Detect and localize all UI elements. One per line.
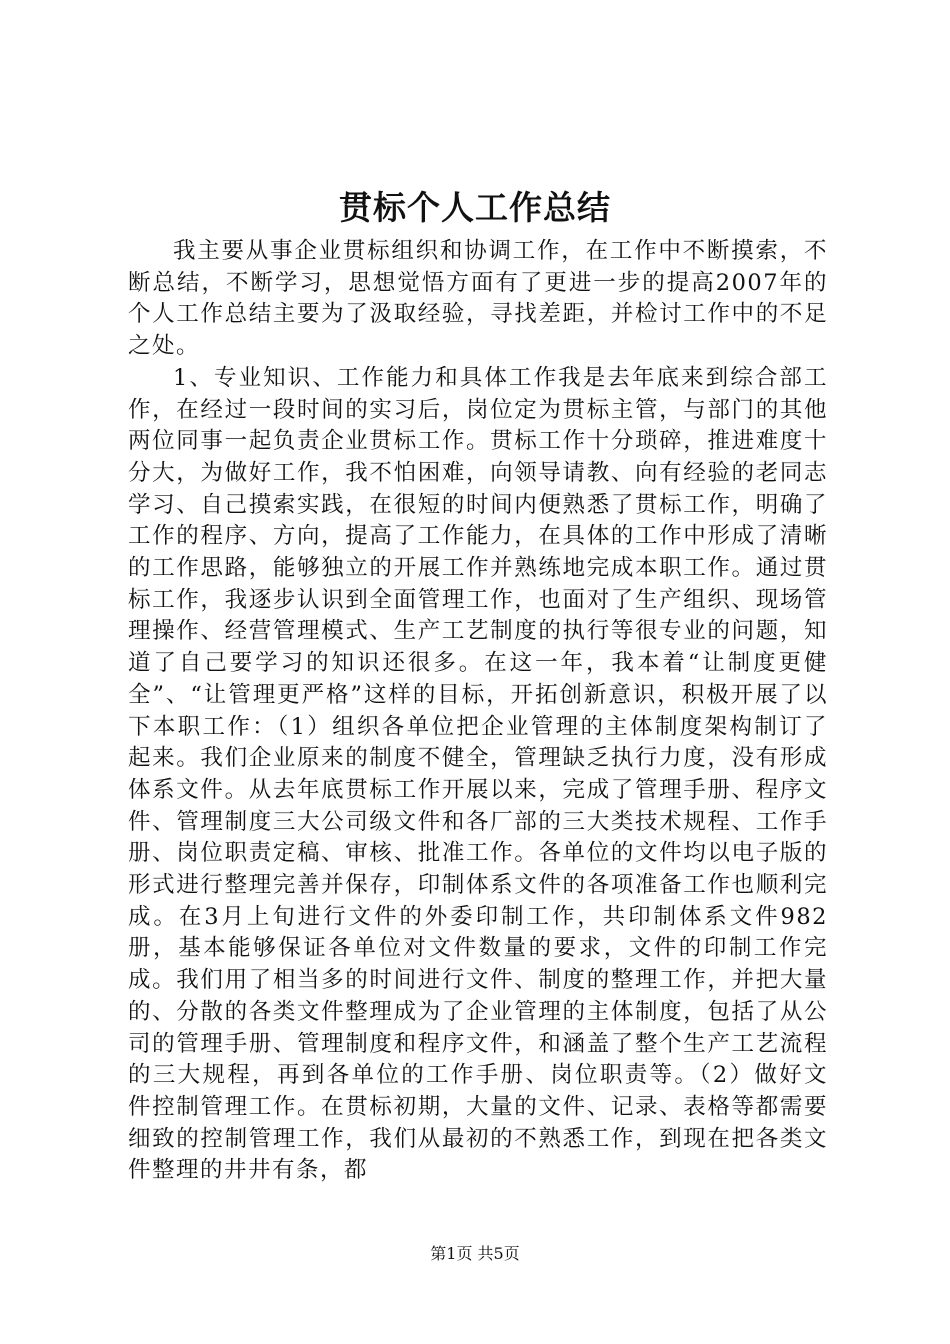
page-footer: 第1页 共5页 xyxy=(430,1244,520,1263)
document-title: 贯标个人工作总结 xyxy=(339,188,611,227)
paragraph-intro: 我主要从事企业贯标组织和协调工作，在工作中不断摸索，不断总结，不断学习，思想觉悟方面有了更进一步的提高2007年的个人工作总结主要为了汲取经验，寻找差距，并检讨工作中的不足之处。 xyxy=(128,238,828,360)
paragraph-section-1: 1、专业知识、工作能力和具体工作我是去年底来到综合部工作，在经过一段时间的实习后，岗位定为贯标主管，与部门的其他两位同事一起负责企业贯标工作。贯标工作十分琐碎，推进难度十分大，为做好工作，我不怕困难，向领导请教、向有经验的老同志学习、自己摸索实践，在很短的时间内便熟悉了贯标工作，明确了工作的程序、方向，提高了工作能力，在具体的工作中形成了清晰的工作思路，能够独立的开展工作并熟练地完成本职工作。通过贯标工作，我逐步认识到全面管理工作，也面对了生产组织、现场管理操作、经营管理模式、生产工艺制度的执行等很专业的问题，知道了自己要学习的知识还很多。在这一年，我本着“让制度更健全”、“让管理更严格”这样的目标，开拓创新意识，积极开展了以下本职工作：（1）组织各单位把企业管理的主体制度架构制订了起来。我们企业原来的制度不健全，管理缺乏执行力度，没有形成体系文件。从去年底贯标工作开展以来，完成了管理手册、程序文件、管理制度三大公司级文件和各厂部的三大类技术规程、工作手册、岗位职责定稿、审核、批准工作。各单位的文件均以电子版的形式进行整理完善并保存，印制体系文件的各项准备工作也顺利完成。在3月上旬进行文件的外委印制工作，共印制体系文件982册，基本能够保证各单位对文件数量的要求，文件的印制工作完成。我们用了相当多的时间进行文件、制度的整理工作，并把大量的、分散的各类文件整理成为了企业管理的主体制度，包括了从公司的管理手册、管理制度和程序文件，和涵盖了整个生产工艺流程的三大规程，再到各单位的工作手册、岗位职责等。（2）做好文件控制管理工作。在贯标初期，大量的文件、记录、表格等都需要细致的控制管理工作，我们从最初的不熟悉工作，到现在把各类文件整理的井井有条，都 xyxy=(128,364,828,1184)
document-body xyxy=(128,236,828,1187)
